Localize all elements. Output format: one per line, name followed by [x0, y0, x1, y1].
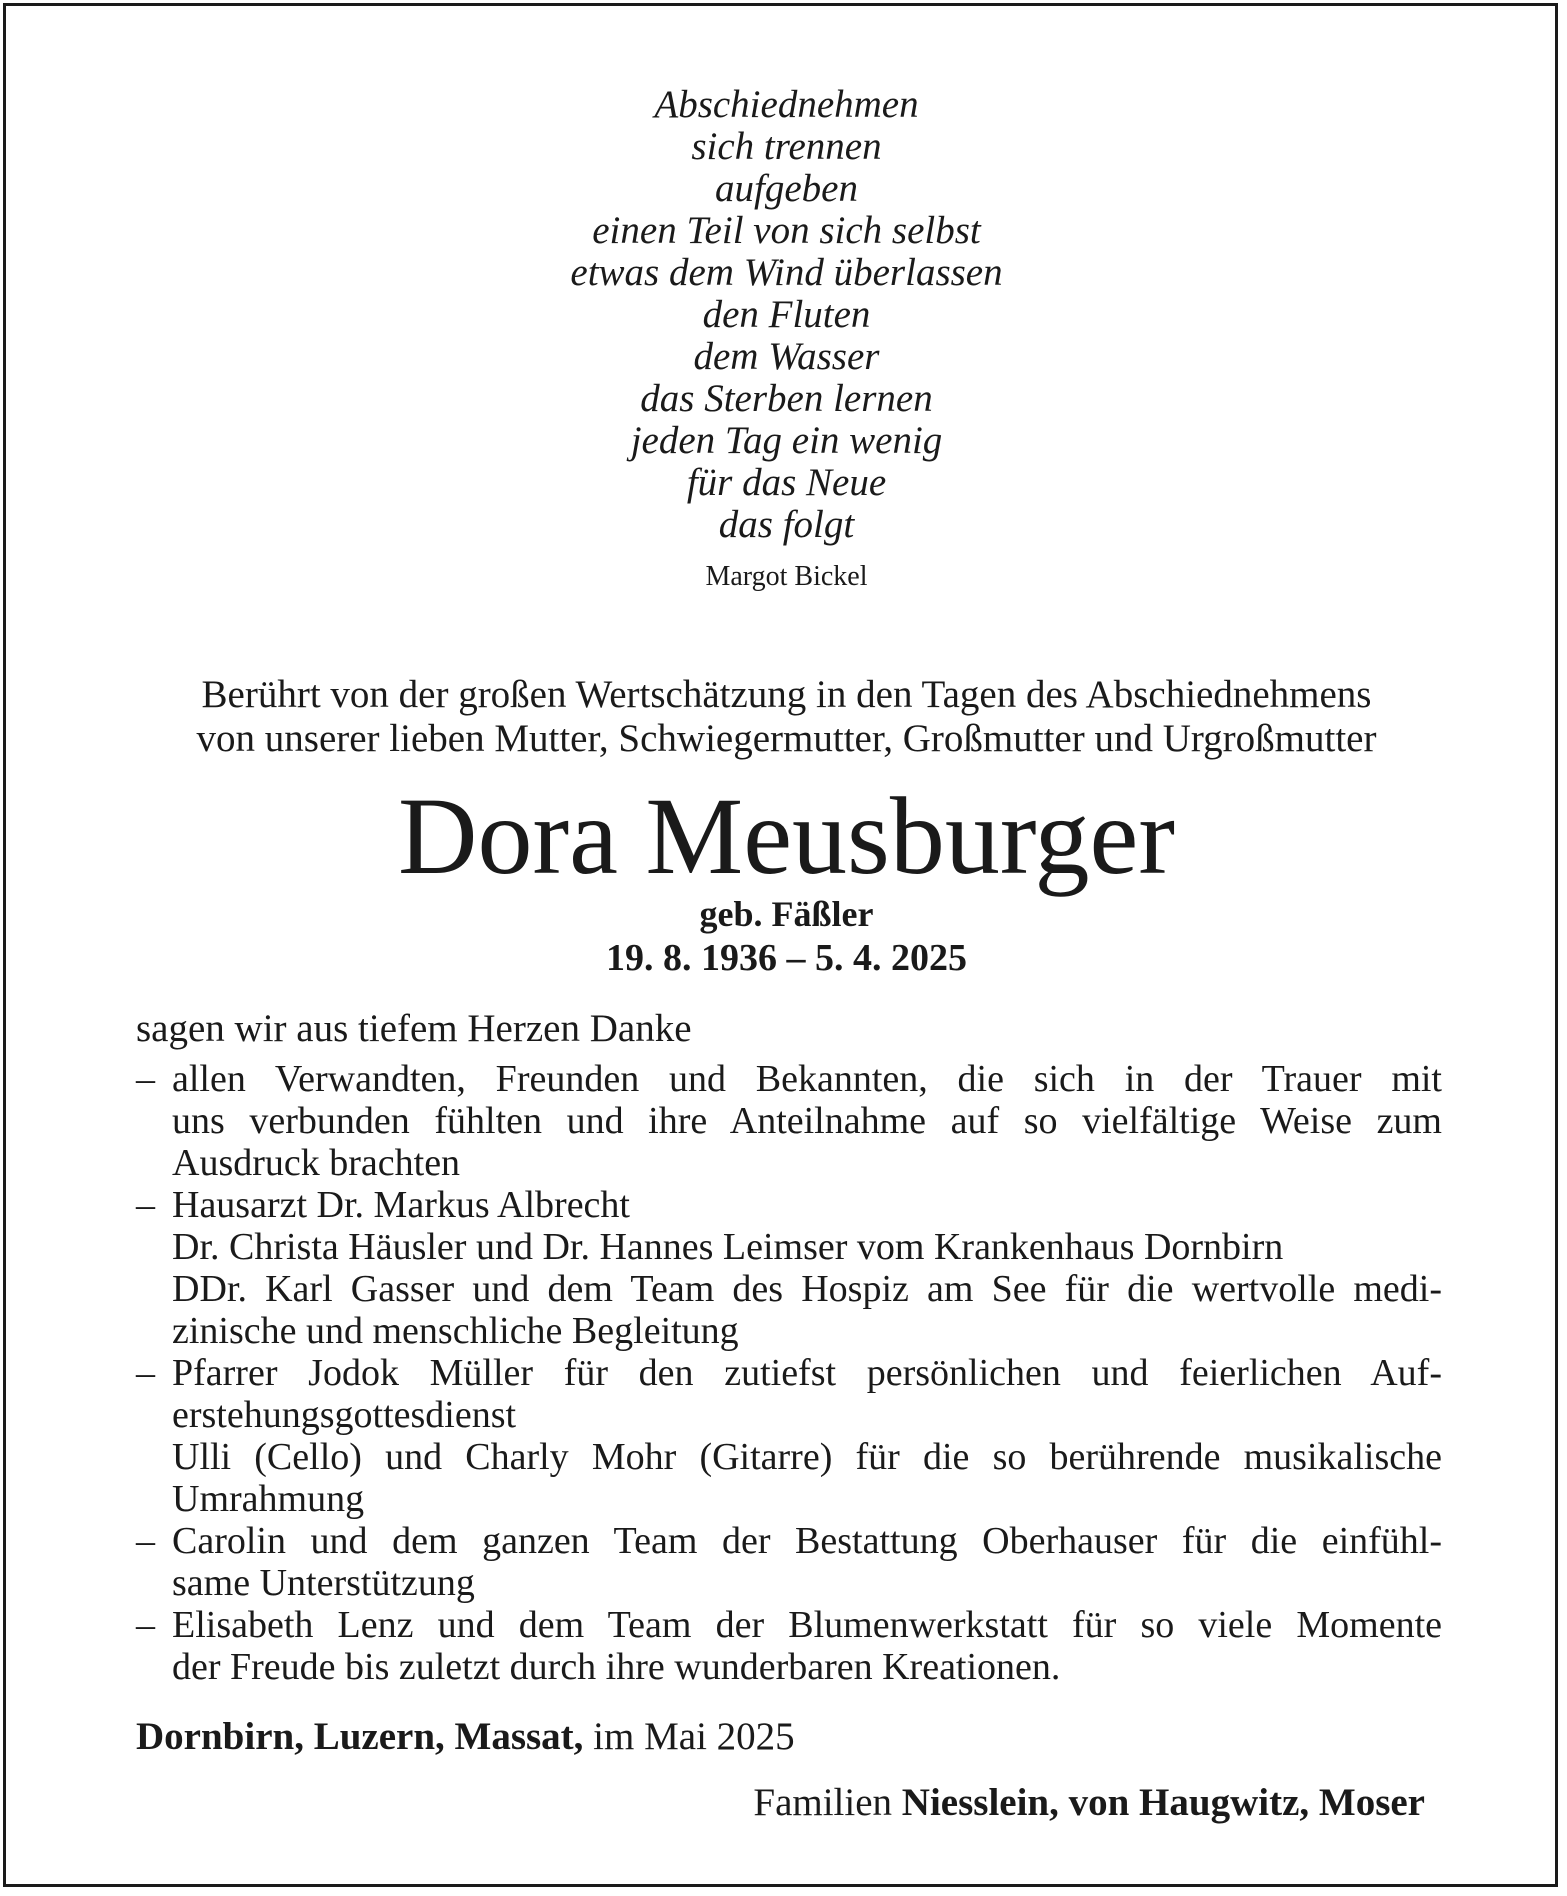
intro-line: Berührt von der großen Wertschätzung in den Tagen des Abschiednehmens [201, 673, 1372, 716]
list-item [136, 1184, 1442, 1352]
list-item [136, 1058, 1442, 1184]
closing-places: Dornbirn, Luzern, Massat, [136, 1715, 584, 1758]
list-item-line: Dr. Christa Häusler und Dr. Hannes Leimser vom Krankenhaus Dornbirn [172, 1226, 1284, 1268]
dash-bullet: – [136, 1184, 155, 1226]
list-item-line: same Unterstützung [172, 1562, 475, 1604]
list-item-line: allen Verwandten, Freunden und Bekannten, die sich in der Trauer mit [172, 1058, 1442, 1100]
poem-line: für das Neue [686, 461, 887, 504]
thanks-list [136, 1058, 1442, 1688]
dash-bullet: – [136, 1520, 155, 1562]
poem-line: das Sterben lernen [640, 377, 933, 420]
poem-line: den Fluten [702, 293, 871, 336]
list-item-line: zinische und menschliche Begleitung [172, 1310, 739, 1352]
intro-text [6, 673, 1567, 761]
intro-line: von unserer lieben Mutter, Schwiegermutter, Großmutter und Urgroßmutter [196, 717, 1377, 760]
list-item-line: uns verbunden fühlten und ihre Anteilnahme auf so vielfältige Weise zum [172, 1100, 1442, 1142]
dash-bullet: – [136, 1352, 155, 1394]
list-item-line: Ausdruck brachten [172, 1142, 461, 1184]
closing-date: im Mai 2025 [593, 1715, 795, 1758]
poem-line: etwas dem Wind überlassen [570, 251, 1003, 294]
poem-line: jeden Tag ein wenig [630, 419, 943, 462]
signature-families: Niesslein, von Haugwitz, Moser [901, 1781, 1425, 1824]
signature-prefix: Familien [753, 1781, 893, 1824]
list-item-line: Hausarzt Dr. Markus Albrecht [172, 1184, 630, 1226]
list-item-line: erstehungsgottesdienst [172, 1394, 517, 1436]
thanks-lead: sagen wir aus tiefem Herzen Danke [136, 1007, 692, 1050]
poem [6, 84, 1567, 546]
list-item-line: Elisabeth Lenz und dem Team der Blumenwerkstatt für so viele Momente [172, 1604, 1442, 1646]
notice-frame [3, 3, 1558, 1887]
list-item [136, 1520, 1442, 1604]
poem-line: das folgt [718, 503, 855, 546]
closing-line [136, 1716, 795, 1758]
poem-line: sich trennen [691, 125, 882, 168]
list-item-line: Carolin und dem ganzen Team der Bestattung Oberhauser für die einfühl- [172, 1520, 1442, 1562]
list-item-line: DDr. Karl Gasser und dem Team des Hospiz am See für die wertvolle medi- [172, 1268, 1442, 1310]
list-item [136, 1604, 1442, 1688]
list-item-line: Pfarrer Jodok Müller für den zutiefst persönlichen und feierlichen Auf- [172, 1352, 1442, 1394]
poem-author: Margot Bickel [705, 561, 868, 592]
poem-line: einen Teil von sich selbst [592, 209, 981, 252]
list-item [136, 1352, 1442, 1520]
birth-name: geb. Fäßler [699, 894, 874, 934]
list-item-line: Ulli (Cello) und Charly Mohr (Gitarre) für die so berührende musikalische [172, 1436, 1442, 1478]
list-item-line: Umrahmung [172, 1478, 365, 1520]
list-item-line: der Freude bis zuletzt durch ihre wunderbaren Kreationen. [172, 1646, 1061, 1688]
poem-line: Abschiednehmen [654, 83, 919, 126]
dash-bullet: – [136, 1604, 155, 1646]
signature [753, 1782, 1425, 1824]
life-dates: 19. 8. 1936 – 5. 4. 2025 [606, 937, 967, 979]
deceased-name: Dora Meusburger [398, 775, 1175, 897]
poem-line: aufgeben [715, 167, 858, 210]
poem-line: dem Wasser [693, 335, 880, 378]
dash-bullet: – [136, 1058, 155, 1100]
